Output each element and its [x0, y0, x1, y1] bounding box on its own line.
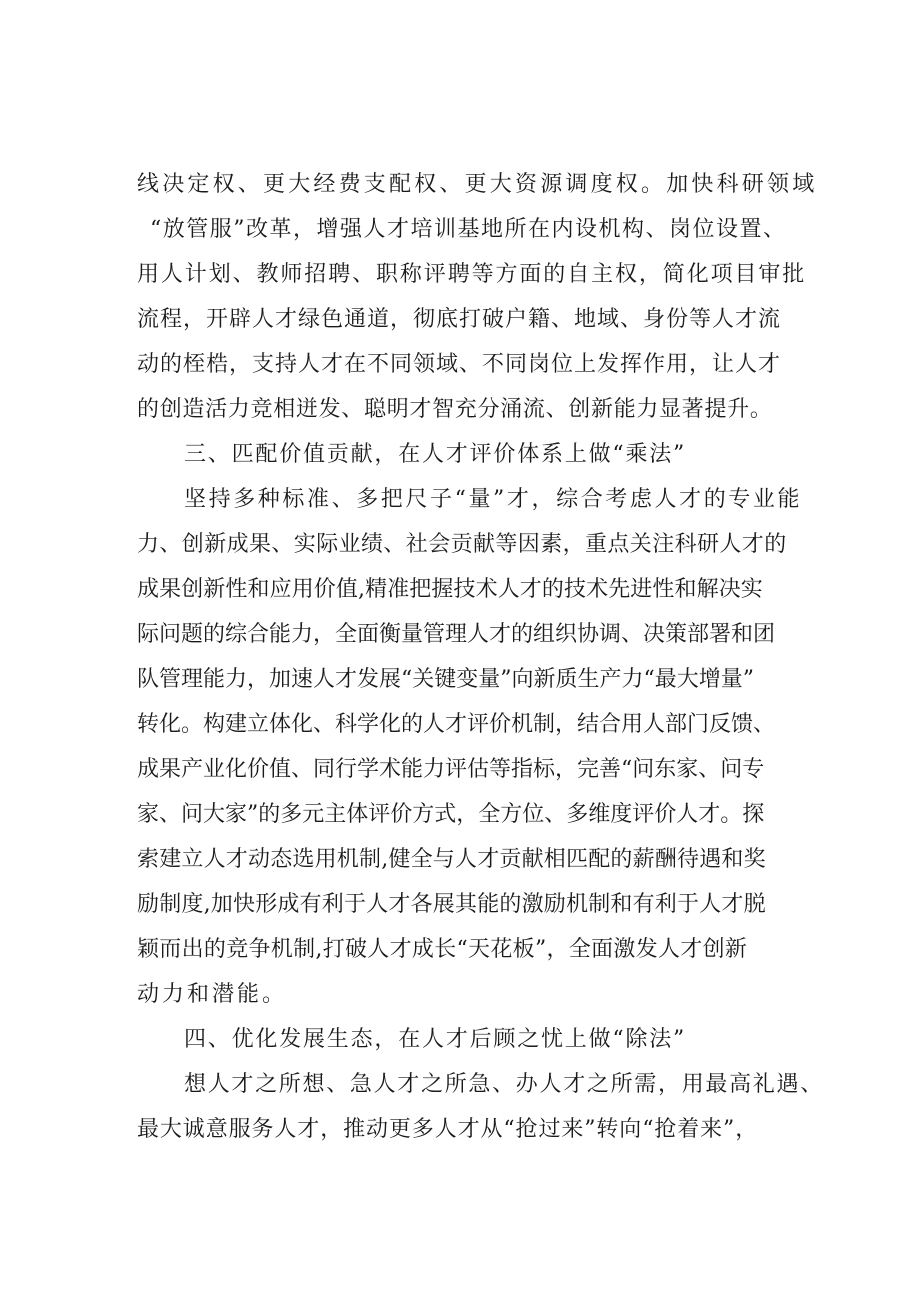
text-line: 家、问大家”的多元主体评价方式，全方位、多维度评价人才。探 [137, 802, 765, 827]
text-line: 动的桎梏，支持人才在不同领域、不同岗位上发挥作用，让人才 [137, 352, 782, 377]
text-line: 索建立人才动态选用机制,健全与人才贡献相匹配的薪酬待遇和奖 [137, 847, 766, 872]
section-heading-3: 三、匹配价值贡献，在人才评价体系上做“乘法” [184, 442, 687, 467]
text-line: 坚持多种标准、多把尺子“量”才，综合考虑人才的专业能 [184, 487, 803, 512]
text-line: 成果产业化价值、同行学术能力评估等指标，完善“问东家、问专 [137, 757, 765, 782]
text-line: 际问题的综合能力，全面衡量管理人才的组织协调、决策部署和团 [137, 622, 776, 647]
section-heading-4: 四、优化发展生态，在人才后顾之忧上做“除法” [184, 1027, 687, 1052]
text-line: 成果创新性和应用价值,精准把握技术人才的技术先进性和解决实 [137, 577, 763, 602]
text-line: 队管理能力，加速人才发展“关键变量”向新质生产力“最大增量” [137, 667, 754, 692]
text-line: 颖而出的竞争机制,打破人才成长“天花板”，全面激发人才创新 [137, 937, 748, 962]
text-line: 力、创新成果、实际业绩、社会贡献等因素，重点关注科研人才的 [137, 532, 787, 557]
text-line: 的创造活力竞相迸发、聪明才智充分涌流、创新能力显著提升。 [137, 397, 773, 422]
text-line: “放管服”改革，增强人才培训基地所在内设机构、岗位设置、 [150, 217, 787, 242]
text-line: 最大诚意服务人才，推动更多人才从“抢过来”转向“抢着来”， [137, 1117, 759, 1142]
text-line: 励制度,加快形成有利于人才各展其能的激励机制和有利于人才脱 [137, 892, 766, 917]
text-line: 动力和潜能。 [137, 982, 288, 1007]
text-line: 流程，开辟人才绿色通道，彻底打破户籍、地域、身份等人才流 [137, 307, 782, 332]
text-line: 线决定权、更大经费支配权、更大资源调度权。加快科研领域 [137, 172, 818, 197]
text-line: 用人计划、教师招聘、职称评聘等方面的自主权，简化项目审批 [137, 262, 807, 287]
text-line: 转化。构建立体化、科学化的人才评价机制，结合用人部门反馈、 [137, 712, 776, 737]
text-line: 想人才之所想、急人才之所急、办人才之所需，用最高礼遇、 [184, 1072, 824, 1097]
